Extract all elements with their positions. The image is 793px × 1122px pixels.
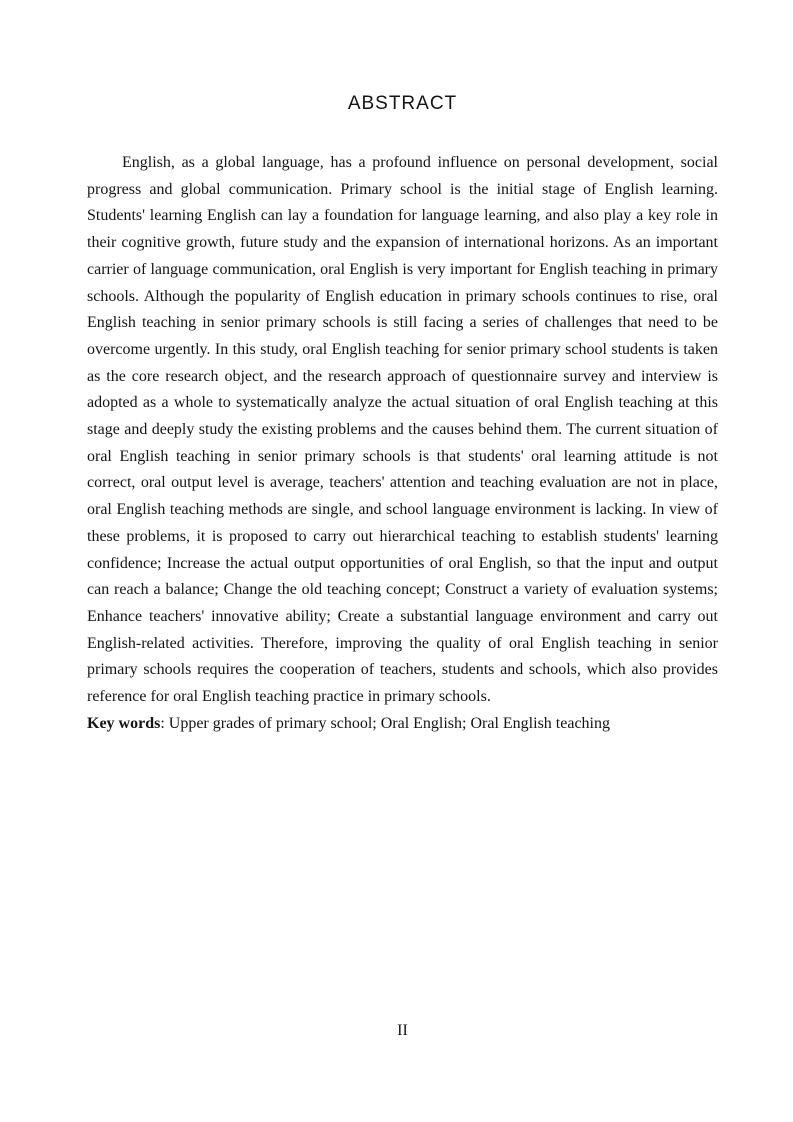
abstract-content — [87, 150, 718, 737]
keywords-label: Key words — [87, 714, 161, 732]
page-number: II — [397, 1022, 408, 1039]
keywords-text: : Upper grades of primary school; Oral English; Oral English teaching — [160, 714, 610, 732]
abstract-paragraph: English, as a global language, has a profound influence on personal development, social progress and global communication. Primary school is the initial stage of English learning. Students' learning English can lay a foundation for language learning, and also play a key role in their cognitive growth, future study and the expansion of international horizons. As an important carrier of language communication, oral English is very important for English teaching in primary schools. Although the popularity of English education in primary schools continues to rise, oral English teaching in senior primary schools is still facing a series of challenges that need to be overcome urgently. In this study, oral English teaching for senior primary school students is taken as the core research object, and the research approach of questionnaire survey and interview is adopted as a whole to systematically analyze the actual situation of oral English teaching at this stage and deeply study the existing problems and the causes behind them. The current situation of oral English teaching in senior primary schools is that students' oral learning attitude is not correct, oral output level is average, teachers' attention and teaching evaluation are not in place, oral English teaching methods are single, and school language environment is lacking. In view of these problems, it is proposed to carry out hierarchical teaching to establish students' learning confidence; Increase the actual output opportunities of oral English, so that the input and output can reach a balance; Change the old teaching concept; Construct a variety of evaluation systems; Enhance teachers' innovative ability; Create a substantial language environment and carry out English-related activities. Therefore, improving the quality of oral English teaching in senior primary schools requires the cooperation of teachers, students and schools, which also provides reference for oral English teaching practice in primary schools. — [87, 154, 718, 706]
abstract-title: ABSTRACT — [347, 93, 458, 114]
keywords-line — [87, 711, 718, 738]
